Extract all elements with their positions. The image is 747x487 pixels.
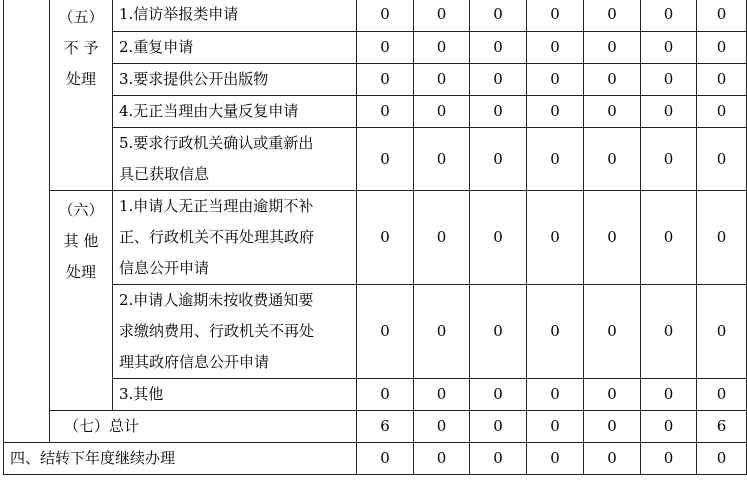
value-cell: 0 [357, 64, 414, 96]
total-row [4, 411, 747, 443]
total-label: （七）总计 [50, 411, 357, 443]
value-cell: 0 [414, 379, 470, 411]
value-cell: 0 [357, 285, 414, 379]
value-cell: 0 [414, 191, 470, 285]
value-cell: 0 [584, 32, 641, 64]
category-cell [50, 191, 113, 411]
value-cell: 0 [697, 32, 747, 64]
row-label-line: 具已获取信息 [119, 165, 210, 183]
value-cell: 0 [470, 64, 527, 96]
value-cell: 0 [470, 32, 527, 64]
value-cell: 0 [527, 64, 584, 96]
value-cell: 0 [357, 379, 414, 411]
value-cell: 0 [470, 379, 527, 411]
row-label-line: 正、行政机关不再处理其政府 [119, 228, 315, 246]
value-cell: 0 [414, 0, 470, 32]
value-cell: 0 [414, 285, 470, 379]
category-label-line: 处理 [65, 263, 96, 281]
carryover-value-cell: 0 [357, 443, 414, 475]
value-cell: 0 [641, 285, 697, 379]
value-cell: 0 [357, 0, 414, 32]
value-cell: 0 [584, 128, 641, 191]
carryover-value-cell: 0 [641, 443, 697, 475]
category-cell [50, 0, 113, 191]
value-cell: 0 [357, 128, 414, 191]
value-cell: 0 [414, 128, 470, 191]
total-value-cell: 0 [641, 411, 697, 443]
total-value-cell: 0 [414, 411, 470, 443]
value-cell: 0 [697, 285, 747, 379]
row-label: 3.要求提供公开出版物 [113, 64, 357, 96]
table-row [4, 285, 747, 379]
table-row [4, 96, 747, 128]
value-cell: 0 [470, 191, 527, 285]
table-row [4, 64, 747, 96]
value-cell: 0 [527, 379, 584, 411]
total-value-cell: 6 [357, 411, 414, 443]
row-label-line: 求缴纳费用、行政机关不再处 [119, 322, 315, 340]
table-row [4, 32, 747, 64]
value-cell: 0 [584, 96, 641, 128]
value-cell: 0 [527, 128, 584, 191]
row-label [113, 191, 357, 285]
category-label-line: （六） [58, 201, 104, 219]
value-cell: 0 [414, 64, 470, 96]
value-cell: 0 [470, 285, 527, 379]
category-label-line: 其 他 [63, 232, 99, 250]
carryover-value-cell: 0 [414, 443, 470, 475]
table-row [4, 379, 747, 411]
value-cell: 0 [697, 191, 747, 285]
value-cell: 0 [641, 191, 697, 285]
value-cell: 0 [697, 128, 747, 191]
carryover-value-cell: 0 [470, 443, 527, 475]
value-cell: 0 [641, 0, 697, 32]
row-label-line: 理其政府信息公开申请 [119, 353, 270, 371]
row-label: 2.重复申请 [113, 32, 357, 64]
row-label-line: 信息公开申请 [119, 259, 210, 277]
table-row [4, 128, 747, 191]
table-row [4, 0, 747, 32]
value-cell: 0 [357, 191, 414, 285]
total-value-cell: 0 [470, 411, 527, 443]
value-cell: 0 [697, 379, 747, 411]
carryover-value-cell: 0 [584, 443, 641, 475]
disclosure-stats-table [3, 0, 747, 475]
row-label-line: 1.申请人无正当理由逾期不补 [119, 197, 314, 215]
row-label-line: 2.申请人逾期未按收费通知要 [119, 291, 314, 309]
value-cell: 0 [470, 96, 527, 128]
value-cell: 0 [357, 96, 414, 128]
total-value-cell: 0 [584, 411, 641, 443]
value-cell: 0 [527, 32, 584, 64]
value-cell: 0 [414, 96, 470, 128]
row-label [113, 128, 357, 191]
value-cell: 0 [527, 96, 584, 128]
value-cell: 0 [584, 0, 641, 32]
row-label: 3.其他 [113, 379, 357, 411]
value-cell: 0 [641, 379, 697, 411]
category-label-line: （五） [58, 8, 104, 26]
category-label-line: 不 予 [63, 39, 99, 57]
value-cell: 0 [584, 379, 641, 411]
value-cell: 0 [584, 191, 641, 285]
value-cell: 0 [357, 32, 414, 64]
carryover-label: 四、结转下年度继续办理 [4, 443, 357, 475]
carryover-value-cell: 0 [697, 443, 747, 475]
value-cell: 0 [641, 128, 697, 191]
value-cell: 0 [697, 0, 747, 32]
row-label: 4.无正当理由大量反复申请 [113, 96, 357, 128]
total-value-cell: 6 [697, 411, 747, 443]
value-cell: 0 [641, 32, 697, 64]
value-cell: 0 [470, 128, 527, 191]
value-cell: 0 [697, 96, 747, 128]
table-row [4, 191, 747, 285]
value-cell: 0 [641, 64, 697, 96]
value-cell: 0 [584, 64, 641, 96]
carryover-value-cell: 0 [527, 443, 584, 475]
left-margin-cell [4, 0, 50, 443]
carryover-row [4, 443, 747, 475]
value-cell: 0 [470, 0, 527, 32]
row-label [113, 285, 357, 379]
category-label-line: 处理 [65, 70, 96, 88]
value-cell: 0 [697, 64, 747, 96]
value-cell: 0 [641, 96, 697, 128]
value-cell: 0 [584, 285, 641, 379]
value-cell: 0 [527, 191, 584, 285]
value-cell: 0 [527, 0, 584, 32]
total-value-cell: 0 [527, 411, 584, 443]
row-label: 1.信访举报类申请 [113, 0, 357, 32]
row-label-line: 5.要求行政机关确认或重新出 [119, 134, 314, 152]
value-cell: 0 [527, 285, 584, 379]
value-cell: 0 [414, 32, 470, 64]
